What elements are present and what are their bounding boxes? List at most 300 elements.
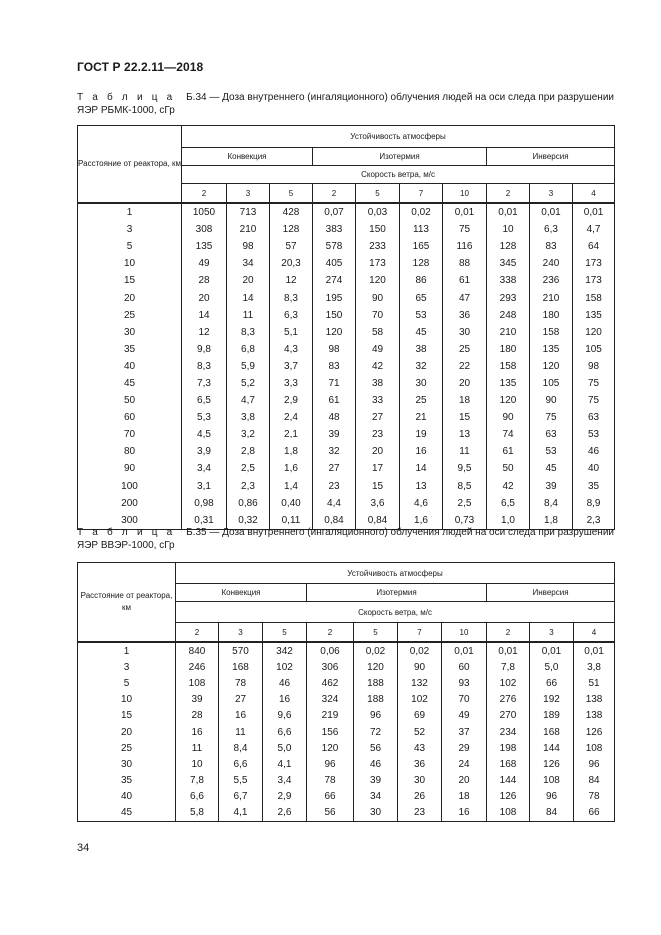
dose-cell: 126 [530, 756, 574, 772]
group-header-convection: Конвекция [182, 148, 313, 166]
dose-cell: 18 [442, 789, 487, 805]
distance-cell: 40 [78, 358, 182, 375]
dose-cell: 135 [182, 238, 227, 255]
dose-cell: 120 [530, 358, 573, 375]
dose-cell: 45 [530, 460, 573, 477]
dose-cell: 578 [313, 238, 356, 255]
dose-cell: 210 [487, 324, 530, 341]
dose-cell: 3,9 [182, 443, 227, 460]
dose-cell: 240 [530, 255, 573, 272]
dose-cell: 274 [313, 272, 356, 289]
dose-cell: 51 [574, 675, 615, 691]
speed-header: 2 [487, 623, 530, 643]
dose-cell: 6,3 [270, 307, 313, 324]
dose-cell: 189 [530, 708, 574, 724]
dose-cell: 14 [182, 307, 227, 324]
dose-cell: 36 [443, 307, 487, 324]
dose-cell: 5,0 [263, 740, 307, 756]
distance-cell: 5 [78, 238, 182, 255]
dose-cell: 98 [573, 358, 615, 375]
dose-cell: 1050 [182, 203, 227, 221]
dose-cell: 10 [176, 756, 219, 772]
dose-cell: 173 [573, 255, 615, 272]
dose-cell: 33 [356, 392, 400, 409]
distance-cell: 25 [78, 740, 176, 756]
dose-cell: 135 [573, 307, 615, 324]
table-row [78, 495, 615, 512]
dose-cell: 113 [400, 221, 443, 238]
dose-cell: 6,3 [530, 221, 573, 238]
speed-header: 2 [307, 623, 354, 643]
dose-cell: 198 [487, 740, 530, 756]
dose-cell: 7,8 [176, 773, 219, 789]
dose-cell: 1,8 [530, 512, 573, 530]
dose-cell: 18 [443, 392, 487, 409]
table-b35-caption [77, 526, 614, 552]
dose-cell: 17 [356, 460, 400, 477]
table-row [78, 307, 615, 324]
dose-cell: 64 [573, 238, 615, 255]
distance-header: Расстояние от реактора, км [78, 126, 182, 204]
dose-cell: 75 [573, 392, 615, 409]
dose-cell: 4,3 [270, 341, 313, 358]
distance-cell: 50 [78, 392, 182, 409]
dose-cell: 428 [270, 203, 313, 221]
dose-cell: 42 [356, 358, 400, 375]
dose-cell: 383 [313, 221, 356, 238]
dose-cell: 9,8 [182, 341, 227, 358]
table-row [78, 255, 615, 272]
dose-cell: 3,4 [263, 773, 307, 789]
speed-header: 10 [443, 184, 487, 204]
dose-cell: 158 [530, 324, 573, 341]
dose-cell: 0,01 [442, 642, 487, 659]
wind-speed-header: Скорость ветра, м/с [182, 166, 615, 184]
dose-cell: 128 [270, 221, 313, 238]
dose-cell: 71 [313, 375, 356, 392]
dose-cell: 108 [176, 675, 219, 691]
dose-cell: 69 [398, 708, 442, 724]
dose-cell: 5,5 [219, 773, 263, 789]
dose-cell: 11 [176, 740, 219, 756]
dose-cell: 90 [398, 659, 442, 675]
dose-cell: 27 [356, 409, 400, 426]
dose-cell: 83 [313, 358, 356, 375]
dose-cell: 61 [313, 392, 356, 409]
dose-cell: 16 [219, 708, 263, 724]
distance-cell: 1 [78, 203, 182, 221]
dose-cell: 192 [530, 692, 574, 708]
dose-cell: 75 [530, 409, 573, 426]
dose-cell: 135 [487, 375, 530, 392]
table-row [78, 756, 615, 772]
speed-header: 2 [182, 184, 227, 204]
dose-cell: 342 [263, 642, 307, 659]
distance-cell: 200 [78, 495, 182, 512]
dose-cell: 72 [354, 724, 398, 740]
dose-cell: 0,06 [307, 642, 354, 659]
dose-cell: 48 [313, 409, 356, 426]
dose-cell: 25 [443, 341, 487, 358]
dose-cell: 210 [227, 221, 270, 238]
dose-cell: 27 [219, 692, 263, 708]
speed-header: 5 [356, 184, 400, 204]
dose-cell: 0,01 [487, 642, 530, 659]
caption-title: Б.35 — Доза внутреннего (ингаляционного) облучения людей на оси следа при разрушении [186, 527, 614, 538]
table-row [78, 460, 615, 477]
table-row [78, 659, 615, 675]
dose-cell: 293 [487, 289, 530, 306]
caption-prefix: Т а б л и ц а [77, 92, 176, 103]
dose-cell: 28 [176, 708, 219, 724]
group-header-inversion: Инверсия [487, 148, 615, 166]
dose-cell: 1,4 [270, 478, 313, 495]
dose-cell: 150 [313, 307, 356, 324]
dose-cell: 168 [219, 659, 263, 675]
dose-cell: 150 [356, 221, 400, 238]
dose-cell: 0,03 [356, 203, 400, 221]
dose-cell: 138 [574, 692, 615, 708]
dose-cell: 158 [487, 358, 530, 375]
dose-cell: 0,01 [487, 203, 530, 221]
dose-cell: 246 [176, 659, 219, 675]
speed-header: 5 [354, 623, 398, 643]
dose-cell: 165 [400, 238, 443, 255]
dose-cell: 6,8 [227, 341, 270, 358]
dose-cell: 0,32 [227, 512, 270, 530]
dose-cell: 4,7 [227, 392, 270, 409]
dose-cell: 4,1 [263, 756, 307, 772]
dose-cell: 4,4 [313, 495, 356, 512]
dose-cell: 19 [400, 426, 443, 443]
dose-cell: 75 [573, 375, 615, 392]
stability-header: Устойчивость атмосферы [182, 126, 615, 148]
dose-cell: 42 [487, 478, 530, 495]
dose-cell: 52 [398, 724, 442, 740]
dose-cell: 0,02 [354, 642, 398, 659]
dose-cell: 0,31 [182, 512, 227, 530]
dose-cell: 236 [530, 272, 573, 289]
dose-cell: 2,6 [263, 805, 307, 822]
wind-speed-header: Скорость ветра, м/с [176, 602, 615, 623]
group-header-isotherm: Изотермия [313, 148, 487, 166]
dose-cell: 38 [400, 341, 443, 358]
table-row [78, 692, 615, 708]
dose-cell: 90 [530, 392, 573, 409]
dose-cell: 105 [573, 341, 615, 358]
dose-cell: 1,6 [270, 460, 313, 477]
dose-cell: 15 [443, 409, 487, 426]
dose-cell: 25 [400, 392, 443, 409]
dose-cell: 8,3 [182, 358, 227, 375]
distance-cell: 25 [78, 307, 182, 324]
dose-cell: 96 [574, 756, 615, 772]
dose-cell: 9,6 [263, 708, 307, 724]
distance-cell: 70 [78, 426, 182, 443]
dose-cell: 49 [356, 341, 400, 358]
table-row [78, 324, 615, 341]
caption-line2: ЯЭР РБМК-1000, сГр [77, 105, 175, 116]
dose-cell: 39 [313, 426, 356, 443]
dose-cell: 39 [354, 773, 398, 789]
group-header-convection: Конвекция [176, 584, 307, 602]
dose-cell: 6,5 [182, 392, 227, 409]
dose-cell: 126 [574, 724, 615, 740]
table-b34 [77, 125, 615, 530]
dose-cell: 11 [227, 307, 270, 324]
dose-cell: 6,6 [263, 724, 307, 740]
dose-cell: 2,4 [270, 409, 313, 426]
speed-header: 4 [573, 184, 615, 204]
distance-header: Расстояние от реактора, км [78, 563, 176, 643]
dose-cell: 105 [530, 375, 573, 392]
table-row [78, 805, 615, 822]
dose-cell: 120 [573, 324, 615, 341]
dose-cell: 38 [356, 375, 400, 392]
dose-cell: 5,3 [182, 409, 227, 426]
dose-cell: 120 [313, 324, 356, 341]
dose-cell: 180 [530, 307, 573, 324]
dose-cell: 120 [487, 392, 530, 409]
dose-cell: 3,3 [270, 375, 313, 392]
dose-cell: 128 [487, 238, 530, 255]
dose-cell: 29 [442, 740, 487, 756]
speed-header: 3 [219, 623, 263, 643]
table-row [78, 272, 615, 289]
dose-cell: 49 [442, 708, 487, 724]
dose-cell: 15 [356, 478, 400, 495]
dose-cell: 27 [313, 460, 356, 477]
dose-cell: 138 [574, 708, 615, 724]
dose-cell: 90 [356, 289, 400, 306]
dose-cell: 0,01 [573, 203, 615, 221]
dose-cell: 840 [176, 642, 219, 659]
dose-cell: 8,5 [443, 478, 487, 495]
speed-header: 3 [530, 184, 573, 204]
dose-cell: 7,3 [182, 375, 227, 392]
dose-cell: 14 [227, 289, 270, 306]
dose-cell: 2,9 [263, 789, 307, 805]
dose-cell: 0,01 [530, 203, 573, 221]
dose-cell: 180 [487, 341, 530, 358]
distance-cell: 80 [78, 443, 182, 460]
dose-cell: 168 [487, 756, 530, 772]
dose-cell: 0,11 [270, 512, 313, 530]
dose-cell: 21 [400, 409, 443, 426]
dose-cell: 96 [354, 708, 398, 724]
dose-cell: 219 [307, 708, 354, 724]
dose-cell: 12 [270, 272, 313, 289]
dose-cell: 144 [530, 740, 574, 756]
dose-cell: 156 [307, 724, 354, 740]
dose-cell: 46 [263, 675, 307, 691]
dose-cell: 8,9 [573, 495, 615, 512]
dose-cell: 20,3 [270, 255, 313, 272]
table-row [78, 478, 615, 495]
dose-cell: 86 [400, 272, 443, 289]
table-b35 [77, 562, 615, 822]
table-row [78, 238, 615, 255]
dose-cell: 0,07 [313, 203, 356, 221]
dose-cell: 10 [487, 221, 530, 238]
dose-cell: 23 [398, 805, 442, 822]
dose-cell: 39 [530, 478, 573, 495]
dose-cell: 40 [573, 460, 615, 477]
dose-cell: 37 [442, 724, 487, 740]
dose-cell: 195 [313, 289, 356, 306]
dose-cell: 78 [219, 675, 263, 691]
speed-header: 2 [176, 623, 219, 643]
dose-cell: 3,7 [270, 358, 313, 375]
dose-cell: 135 [530, 341, 573, 358]
distance-cell: 40 [78, 789, 176, 805]
table-row [78, 708, 615, 724]
dose-cell: 16 [400, 443, 443, 460]
speed-header: 3 [530, 623, 574, 643]
dose-cell: 30 [398, 773, 442, 789]
dose-cell: 43 [398, 740, 442, 756]
table-row [78, 358, 615, 375]
dose-cell: 96 [307, 756, 354, 772]
dose-cell: 276 [487, 692, 530, 708]
speed-header: 3 [227, 184, 270, 204]
dose-cell: 338 [487, 272, 530, 289]
dose-cell: 3,4 [182, 460, 227, 477]
dose-cell: 173 [356, 255, 400, 272]
dose-cell: 0,01 [530, 642, 574, 659]
dose-cell: 20 [227, 272, 270, 289]
speed-header: 4 [574, 623, 615, 643]
dose-cell: 83 [530, 238, 573, 255]
dose-cell: 128 [400, 255, 443, 272]
dose-cell: 7,8 [487, 659, 530, 675]
dose-cell: 13 [443, 426, 487, 443]
dose-cell: 8,4 [219, 740, 263, 756]
dose-cell: 120 [307, 740, 354, 756]
dose-cell: 6,7 [219, 789, 263, 805]
table-row [78, 724, 615, 740]
dose-cell: 98 [313, 341, 356, 358]
dose-cell: 20 [442, 773, 487, 789]
distance-cell: 20 [78, 289, 182, 306]
dose-cell: 74 [487, 426, 530, 443]
dose-cell: 8,3 [270, 289, 313, 306]
dose-cell: 63 [530, 426, 573, 443]
dose-cell: 126 [487, 789, 530, 805]
dose-cell: 47 [443, 289, 487, 306]
dose-cell: 28 [182, 272, 227, 289]
dose-cell: 324 [307, 692, 354, 708]
dose-cell: 35 [573, 478, 615, 495]
distance-cell: 90 [78, 460, 182, 477]
dose-cell: 5,8 [176, 805, 219, 822]
distance-cell: 35 [78, 773, 176, 789]
dose-cell: 61 [443, 272, 487, 289]
speed-header: 2 [313, 184, 356, 204]
caption-prefix: Т а б л и ц а [77, 527, 176, 538]
dose-cell: 53 [400, 307, 443, 324]
distance-cell: 45 [78, 805, 176, 822]
distance-cell: 3 [78, 659, 176, 675]
caption-title: Б.34 — Доза внутреннего (ингаляционного) облучения людей на оси следа при разрушении [186, 92, 614, 103]
dose-cell: 34 [227, 255, 270, 272]
dose-cell: 2,5 [443, 495, 487, 512]
dose-cell: 308 [182, 221, 227, 238]
group-header-inversion: Инверсия [487, 584, 615, 602]
table-body [78, 642, 615, 822]
dose-cell: 53 [530, 443, 573, 460]
dose-cell: 2,9 [270, 392, 313, 409]
dose-cell: 23 [356, 426, 400, 443]
dose-cell: 270 [487, 708, 530, 724]
dose-cell: 345 [487, 255, 530, 272]
dose-cell: 36 [398, 756, 442, 772]
dose-cell: 63 [573, 409, 615, 426]
dose-cell: 5,2 [227, 375, 270, 392]
dose-cell: 4,5 [182, 426, 227, 443]
dose-cell: 70 [356, 307, 400, 324]
dose-cell: 22 [443, 358, 487, 375]
group-header-isotherm: Изотермия [307, 584, 487, 602]
dose-cell: 5,9 [227, 358, 270, 375]
dose-cell: 2,3 [227, 478, 270, 495]
dose-cell: 0,84 [356, 512, 400, 530]
dose-cell: 5,0 [530, 659, 574, 675]
distance-cell: 30 [78, 324, 182, 341]
speed-header: 5 [263, 623, 307, 643]
dose-cell: 58 [356, 324, 400, 341]
table-row [78, 773, 615, 789]
dose-cell: 3,6 [356, 495, 400, 512]
dose-cell: 102 [398, 692, 442, 708]
table-row [78, 221, 615, 238]
dose-cell: 462 [307, 675, 354, 691]
dose-cell: 3,8 [574, 659, 615, 675]
dose-cell: 32 [400, 358, 443, 375]
dose-cell: 2,8 [227, 443, 270, 460]
dose-cell: 116 [443, 238, 487, 255]
dose-cell: 0,84 [313, 512, 356, 530]
speed-header: 10 [442, 623, 487, 643]
dose-cell: 248 [487, 307, 530, 324]
dose-cell: 60 [442, 659, 487, 675]
dose-cell: 3,2 [227, 426, 270, 443]
dose-cell: 13 [400, 478, 443, 495]
distance-cell: 60 [78, 409, 182, 426]
caption-line2: ЯЭР ВВЭР-1000, сГр [77, 540, 175, 551]
dose-cell: 20 [356, 443, 400, 460]
distance-cell: 300 [78, 512, 182, 530]
dose-cell: 66 [307, 789, 354, 805]
dose-cell: 102 [263, 659, 307, 675]
dose-cell: 120 [356, 272, 400, 289]
dose-cell: 20 [182, 289, 227, 306]
dose-cell: 30 [400, 375, 443, 392]
dose-cell: 168 [530, 724, 574, 740]
dose-cell: 49 [182, 255, 227, 272]
dose-cell: 93 [442, 675, 487, 691]
distance-cell: 100 [78, 478, 182, 495]
distance-cell: 3 [78, 221, 182, 238]
table-row [78, 375, 615, 392]
dose-cell: 234 [487, 724, 530, 740]
dose-cell: 5,1 [270, 324, 313, 341]
dose-cell: 70 [442, 692, 487, 708]
dose-cell: 3,8 [227, 409, 270, 426]
dose-cell: 78 [574, 789, 615, 805]
dose-cell: 46 [573, 443, 615, 460]
dose-cell: 6,6 [219, 756, 263, 772]
